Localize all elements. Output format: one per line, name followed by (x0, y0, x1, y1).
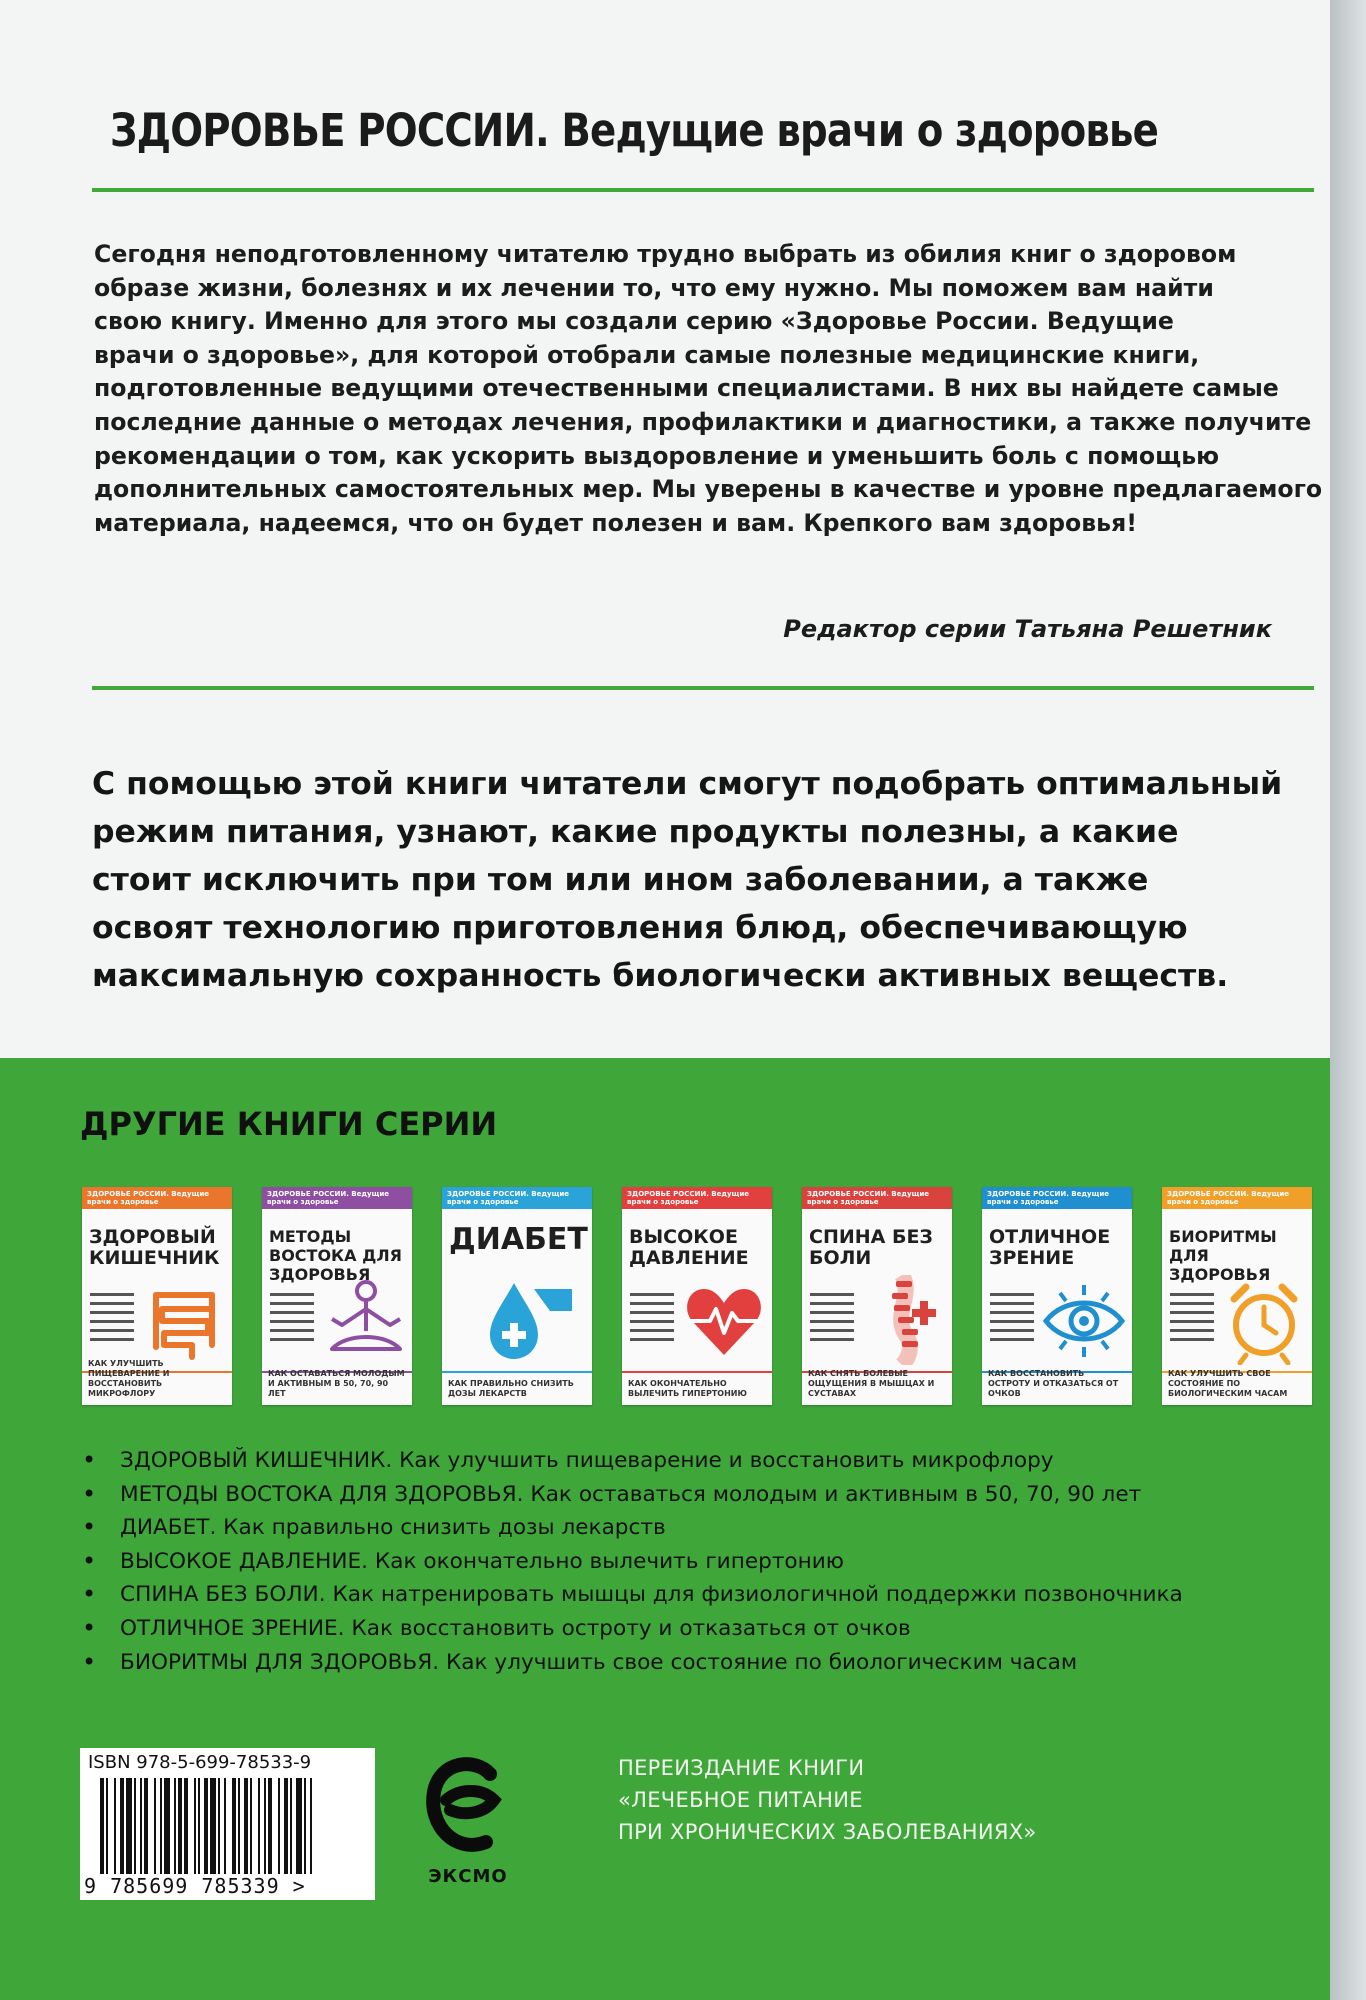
description-line: максимальную сохранность биологически активных веществ. (92, 958, 1229, 994)
thumbnail-bar-text: ЗДОРОВЬЕ РОССИИ. Ведущие врачи о здоровье (267, 1190, 389, 1206)
thumbnail-diabetes (442, 1187, 592, 1405)
blood-drop-icon (464, 1275, 574, 1365)
thumbnail-series-bar (262, 1187, 412, 1209)
thumbnail-subtitle: КАК УЛУЧШИТЬ ПИЩЕВАРЕНИЕ И ВОССТАНОВИТЬ МИКРОФЛОРУ (88, 1359, 170, 1398)
book-name: СПИНА БЕЗ БОЛИ (120, 1582, 319, 1608)
thumbnail-series-bar (442, 1187, 592, 1209)
thumbnail-title: СПИНА БЕЗ БОЛИ (809, 1226, 933, 1269)
reissue-line: ПРИ ХРОНИЧЕСКИХ ЗАБОЛЕВАНИЯХ» (618, 1820, 1037, 1844)
intro-line: Сегодня неподготовленному читателю трудно выбрать из обилия книг о здоровом (94, 240, 1237, 268)
thumbnail-high-pressure (622, 1187, 772, 1405)
meditation-icon (322, 1275, 406, 1365)
description-line: стоит исключить при том или ином заболевании, а также (92, 862, 1149, 898)
alarm-clock-icon (1222, 1275, 1306, 1365)
publisher-name: ЭКСМО (428, 1866, 508, 1887)
barcode-digits: 9 785699 785339 > (84, 1874, 306, 1898)
barcode-icon (100, 1778, 360, 1874)
book-desc: . Как натренировать мышцы для физиологичной поддержки позвоночника (318, 1582, 1183, 1608)
book-name: МЕТОДЫ ВОСТОКА ДЛЯ ЗДОРОВЬЯ (120, 1481, 517, 1507)
book-desc: . Как улучшить пищеварение и восстановить микрофлору (385, 1448, 1054, 1473)
thumbnail-series-bar (982, 1187, 1132, 1209)
thumbnail-subtitle: КАК ВОССТАНОВИТЬ ОСТРОТУ И ОТКАЗАТЬСЯ ОТ ОЧКОВ (988, 1369, 1119, 1398)
series-intro-text (94, 238, 1324, 540)
editor-signature: Редактор серии Татьяна Решетник (783, 615, 1272, 643)
book-desc: . Как правильно снизить дозы лекарств (209, 1515, 666, 1541)
list-item (80, 1511, 1320, 1545)
heart-pulse-icon (682, 1275, 766, 1365)
eksmo-e-logo (420, 1752, 510, 1862)
book-desc: . Как оставаться молодым и активным в 50, 70, 90 лет (516, 1481, 1142, 1507)
thumbnail-bar-text: ЗДОРОВЬЕ РОССИИ. Ведущие врачи о здоровье (87, 1190, 209, 1206)
thumbnail-title: ВЫСОКОЕ ДАВЛЕНИЕ (629, 1226, 749, 1269)
thumbnail-bullets (1170, 1287, 1220, 1347)
thumbnail-healthy-intestine (82, 1187, 232, 1405)
series-thumbnails (82, 1187, 1322, 1407)
thumbnail-title: БИОРИТМЫ ДЛЯ ЗДОРОВЬЯ (1169, 1227, 1277, 1284)
top-divider (92, 188, 1314, 192)
intro-line: образе жизни, болезнях и их лечении то, что ему нужно. Мы поможем вам найти (94, 273, 1214, 302)
book-description (92, 760, 1312, 1000)
thumbnail-eastern-methods (262, 1187, 412, 1405)
thumbnail-bullets (90, 1287, 140, 1347)
book-name: БИОРИТМЫ ДЛЯ ЗДОРОВЬЯ (120, 1649, 433, 1675)
book-name: ВЫСОКОЕ ДАВЛЕНИЕ (120, 1548, 362, 1574)
thumbnail-bar-text: ЗДОРОВЬЕ РОССИИ. Ведущие врачи о здоровье (627, 1190, 749, 1206)
thumbnail-series-bar (802, 1187, 952, 1209)
book-desc: . Как улучшить свое состояние по биологическим часам (432, 1649, 1078, 1675)
reissue-line: «ЛЕЧЕБНОЕ ПИТАНИЕ (618, 1788, 863, 1812)
description-line: освоят технологию приготовления блюд, обеспечивающую (92, 910, 1188, 946)
thumbnail-biorhythms (1162, 1187, 1312, 1405)
series-header (80, 90, 1320, 170)
thumbnail-title: МЕТОДЫ ВОСТОКА ДЛЯ ЗДОРОВЬЯ (269, 1227, 402, 1284)
intro-line: последние данные о методах лечения, профилактики и диагностики, а также получите (94, 407, 1312, 436)
list-item (80, 1478, 1320, 1512)
thumbnail-back-without-pain (802, 1187, 952, 1405)
thumbnail-bar-text: ЗДОРОВЬЕ РОССИИ. Ведущие врачи о здоровье (987, 1190, 1109, 1206)
intro-line: материала, надеемся, что он будет полезен и вам. Крепкого вам здоровья! (94, 508, 1138, 537)
intro-line: врачи о здоровье», для которой отобрали самые полезные медицинские книги, (94, 340, 1200, 369)
thumbnail-subtitle: КАК ОСТАВАТЬСЯ МОЛОДЫМ И АКТИВНЫМ В 50, 70, 90 ЛЕТ (268, 1369, 405, 1398)
series-book-list (80, 1444, 1320, 1679)
thumbnail-title: ОТЛИЧНОЕ ЗРЕНИЕ (989, 1226, 1111, 1269)
thumbnail-bullets (270, 1287, 320, 1347)
middle-divider (92, 686, 1314, 690)
thumbnail-title: ДИАБЕТ (449, 1222, 588, 1257)
thumbnail-subtitle: КАК СНЯТЬ БОЛЕВЫЕ ОЩУЩЕНИЯ В МЫШЦАХ И СУСТАВАХ (808, 1369, 935, 1398)
list-item (80, 1646, 1320, 1680)
isbn-barcode-box (80, 1748, 375, 1900)
book-name: ДИАБЕТ (120, 1515, 210, 1541)
list-item (80, 1545, 1320, 1579)
thumbnail-bullets (990, 1287, 1040, 1347)
intro-line: свою книгу. Именно для этого мы создали серию «Здоровье России. Ведущие (94, 307, 1174, 336)
thumbnail-excellent-vision (982, 1187, 1132, 1405)
isbn-label: ISBN 978-5-699-78533-9 (88, 1752, 312, 1773)
series-title: ЗДОРОВЬЕ РОССИИ. Ведущие врачи о здоровье (110, 103, 1158, 157)
description-line: С помощью этой книги читатели смогут подобрать оптимальный (92, 766, 1283, 802)
intro-line: рекомендации о том, как ускорить выздоровление и уменьшить боль с помощью (94, 441, 1220, 470)
intro-line: дополнительных самостоятельных мер. Мы уверены в качестве и уровне предлагаемого (94, 475, 1323, 504)
thumbnail-bar-text: ЗДОРОВЬЕ РОССИИ. Ведущие врачи о здоровье (1167, 1190, 1289, 1206)
thumbnail-series-bar (1162, 1187, 1312, 1209)
list-item (80, 1578, 1320, 1612)
thumbnail-bullets (810, 1287, 860, 1347)
book-name: ЗДОРОВЫЙ КИШЕЧНИК (120, 1448, 386, 1473)
thumbnail-subtitle: КАК УЛУЧШИТЬ СВОЕ СОСТОЯНИЕ ПО БИОЛОГИЧЕСКИМ ЧАСАМ (1168, 1369, 1288, 1398)
thumbnail-bar-text: ЗДОРОВЬЕ РОССИИ. Ведущие врачи о здоровье (447, 1190, 569, 1206)
other-books-title: ДРУГИЕ КНИГИ СЕРИИ (80, 1105, 498, 1143)
description-line: режим питания, узнают, какие продукты полезны, а какие (92, 814, 1179, 850)
cover-edge (1330, 0, 1366, 2000)
spine-icon (862, 1275, 946, 1365)
reissue-line: ПЕРЕИЗДАНИЕ КНИГИ (618, 1756, 865, 1780)
list-item (80, 1612, 1320, 1646)
intro-line: подготовленные ведущими отечественными специалистами. В них вы найдете самые (94, 374, 1279, 403)
thumbnail-series-bar (82, 1187, 232, 1209)
book-name: ОТЛИЧНОЕ ЗРЕНИЕ (120, 1615, 338, 1641)
book-desc: . Как восстановить остроту и отказаться от очков (337, 1615, 911, 1641)
thumbnail-bullets (630, 1287, 680, 1347)
intestine-icon (142, 1275, 226, 1365)
list-item (80, 1444, 1320, 1478)
thumbnail-series-bar (622, 1187, 772, 1209)
book-desc: . Как окончательно вылечить гипертонию (361, 1548, 844, 1574)
thumbnail-bar-text: ЗДОРОВЬЕ РОССИИ. Ведущие врачи о здоровье (807, 1190, 929, 1206)
reissue-note (618, 1752, 1037, 1848)
thumbnail-subtitle: КАК ПРАВИЛЬНО СНИЗИТЬ ДОЗЫ ЛЕКАРСТВ (448, 1379, 574, 1398)
thumbnail-title: ЗДОРОВЫЙ КИШЕЧНИК (89, 1226, 220, 1269)
thumbnail-subtitle: КАК ОКОНЧАТЕЛЬНО ВЫЛЕЧИТЬ ГИПЕРТОНИЮ (628, 1379, 747, 1398)
eye-icon (1042, 1275, 1126, 1365)
